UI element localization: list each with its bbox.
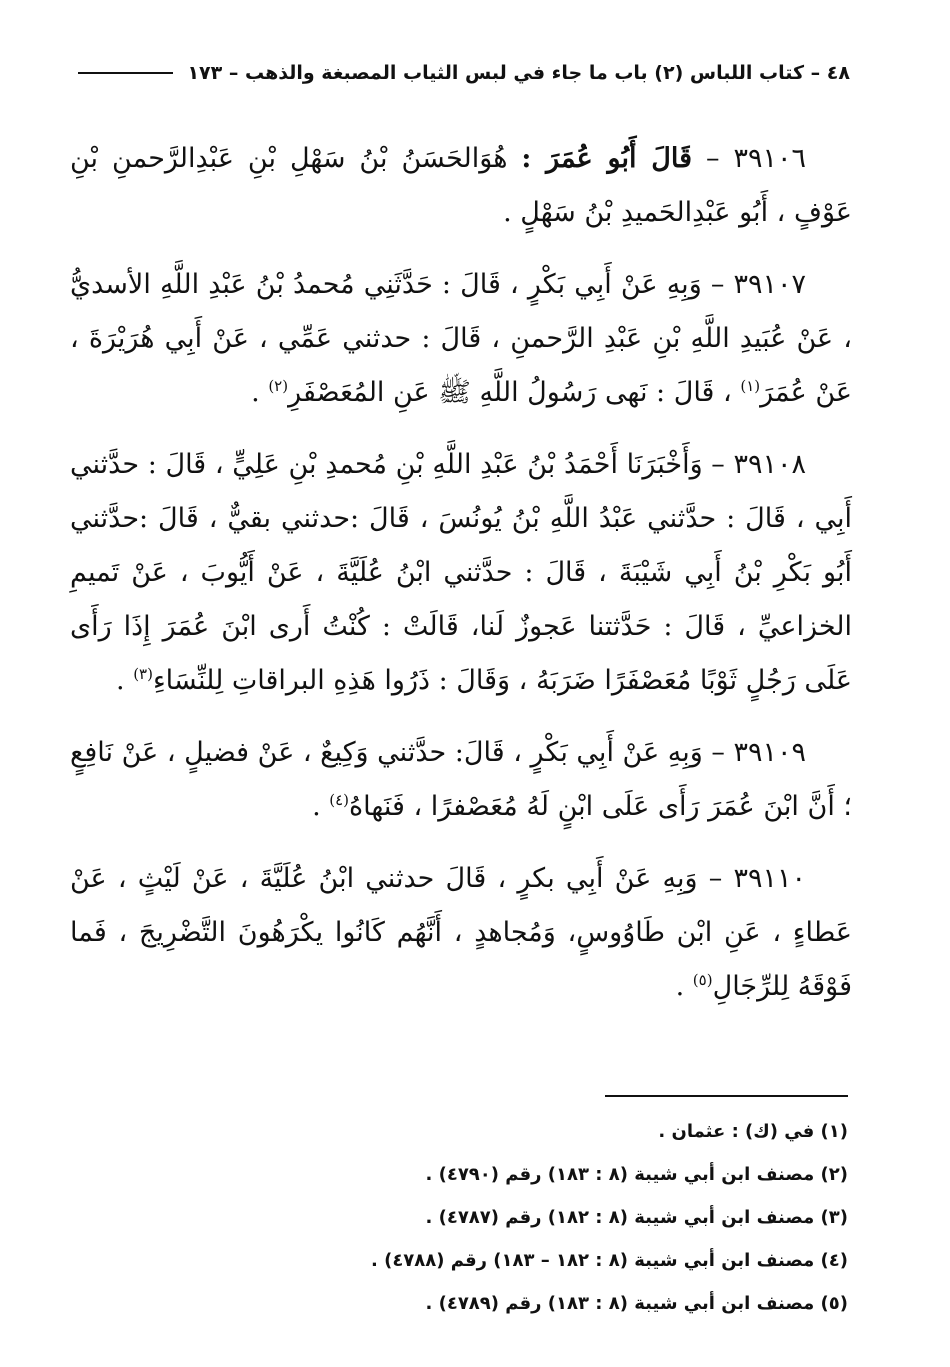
speaker-label: قَالَ أَبُو عُمَرَ : — [521, 143, 693, 174]
paragraph-39106 — [70, 132, 852, 240]
entry-number: ٣٩١١٠ – — [697, 863, 806, 894]
entry-number: ٣٩١٠٦ – — [692, 143, 807, 174]
paragraph-text: وَبِهِ عَنْ أَبِي بكرٍ ، قَالَ حدثني ابْنُ عُلَيَّةَ ، عَنْ لَيْثٍ ، عَنْ عَطاءٍ ، عَنِ ابْن طَاوُوسٍ، وَمُجاهدٍ ، أَنَّهُم كَانُوا يكْرَهُونَ التَّضْرِيجَ ، فَما فَوْقَهُ لِلرِّجَالِ — [70, 863, 852, 1002]
footnote-marker[interactable]: (٣) — [133, 665, 153, 683]
footnote-marker[interactable]: (٤) — [329, 791, 350, 809]
running-header — [78, 58, 850, 88]
entry-number: ٣٩١٠٩ – — [702, 737, 806, 768]
footnote-1: (١) في (ك) : عثمان . — [658, 1121, 848, 1142]
paragraph-text: . — [116, 665, 134, 696]
footnote-marker[interactable]: (١) — [740, 377, 761, 395]
paragraph-39110 — [70, 852, 852, 1014]
entry-number: ٣٩١٠٧ – — [701, 269, 806, 300]
footnote-3: (٣) مصنف ابن أبي شيبة (٨ : ١٨٢) رقم (٤٧٨٧) . — [425, 1207, 848, 1228]
paragraph-text: هُوَالحَسَنُ بْنُ سَهْلِ بْنِ عَبْدِالرَّحمنِ بْنِ عَوْفٍ ، أَبُو عَبْدِالحَميدِ بْنُ سَهْلٍ . — [70, 143, 852, 228]
paragraph-text: . — [312, 791, 330, 822]
footnote-separator — [605, 1095, 848, 1097]
footnote-4: (٤) مصنف ابن أبي شيبة (٨ : ١٨٢ – ١٨٣) رقم (٤٧٨٨) . — [370, 1250, 848, 1271]
paragraph-39109 — [70, 726, 852, 834]
footnote-5: (٥) مصنف ابن أبي شيبة (٨ : ١٨٣) رقم (٤٧٨٩) . — [425, 1293, 848, 1314]
paragraph-text: . — [675, 971, 693, 1002]
entry-number: ٣٩١٠٨ – — [702, 449, 806, 480]
paragraph-text: وَبِهِ عَنْ أَبِي بَكْرٍ ، قَالَ: حدَّثني وَكِيعٌ ، عَنْ فضيلٍ ، عَنْ نَافِعٍ ؛ أَنَّ ابْنَ عُمَرَ رَأَى عَلَى ابْنٍ لَهُ مُعَصْفرًا ، فَنَهاهُ — [70, 737, 852, 822]
paragraph-39107 — [70, 258, 852, 420]
footnotes — [300, 1110, 848, 1325]
paragraph-text: وَأَخْبَرَنَا أَحْمَدُ بْنُ عَبْدِ اللَّهِ بْنِ مُحمدِ بْنِ عَلِيٍّ ، قَالَ : حدَّثني أَبِي ، قَالَ : حدَّثني عَبْدُ اللَّهِ بْنُ يُونُسَ ، قَالَ :حدثني بقيٌّ ، قَالَ :حدَّثني أَبُو بَكْرِ بْنُ أَبِي شَيْبَةَ ، قَالَ : حدَّثني ابْنُ عُلَيَّةَ ، عَنْ أَيُّوبَ ، عَنْ تَميمِ الخزاعيِّ ، قَالَ : حَدَّثتنا عَجوزٌ لَنا، قَالَتْ : كُنْتُ أَرى ابْنَ عُمَرَ إِذَا رَأَى عَلَى رَجُلٍ ثَوْبًا مُعَصْفَرًا ضَرَبَهُ ، وَقَالَ : ذَرُوا هَذِهِ البراقاتِ لِلنِّسَاءِ — [70, 449, 852, 696]
header-rule — [78, 72, 173, 74]
footnote-marker[interactable]: (٢) — [268, 377, 289, 395]
paragraph-39108 — [70, 438, 852, 708]
footnote-marker[interactable]: (٥) — [692, 971, 713, 989]
footnote-2: (٢) مصنف ابن أبي شيبة (٨ : ١٨٣) رقم (٤٧٩٠) . — [425, 1164, 848, 1185]
paragraph-text: وَبِهِ عَنْ أَبِي بَكْرٍ ، قَالَ : حَدَّثَنِي مُحمدُ بْنُ عَبْدِ اللَّهِ الأسديُّ ، عَنْ عُبَيدِ اللَّهِ بْنِ عَبْدِ الرَّحمنِ ، قَالَ : حدثني عَمِّي ، عَنْ أَبِي هُرَيْرَةَ ، عَنْ عُمَرَ — [70, 269, 852, 408]
paragraph-text: . — [251, 377, 269, 408]
main-text — [70, 132, 852, 1032]
header-title: ٤٨ – كتاب اللباس (٢) باب ما جاء في لبس الثياب المصبغة والذهب – ١٧٣ — [187, 62, 850, 84]
paragraph-text: ، قَالَ : نَهى رَسُولُ اللَّهِ ﷺ عَنِ المُعَصْفَرِ — [288, 377, 741, 408]
